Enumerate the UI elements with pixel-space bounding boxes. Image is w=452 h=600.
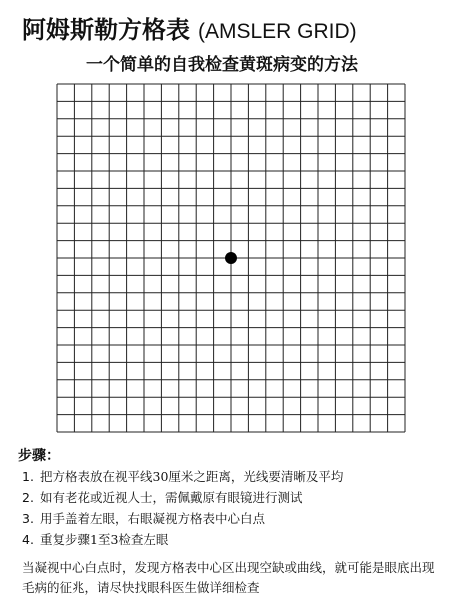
step-text: 用手盖着左眼，右眼凝视方格表中心白点 [40, 511, 266, 526]
step-number: 1. [22, 469, 34, 484]
step-text: 如有老花或近视人士，需佩戴原有眼镜进行测试 [40, 490, 303, 505]
center-dot [225, 252, 237, 264]
subtitle: 一个简单的自我检查黄斑病变的方法 [86, 55, 358, 75]
title-english: (AMSLER GRID) [198, 20, 357, 43]
page-title [22, 14, 357, 48]
amsler-grid-svg [56, 83, 406, 433]
steps-list [22, 466, 343, 550]
step-item [22, 466, 343, 487]
step-item [22, 529, 343, 550]
steps-title: 步骤： [18, 448, 60, 464]
title-chinese: 阿姆斯勒方格表 [22, 16, 190, 44]
step-number: 3. [22, 511, 34, 526]
step-text: 把方格表放在视平线30厘米之距离，光线要清晰及平均 [40, 469, 344, 484]
step-number: 4. [22, 532, 34, 547]
step-text: 重复步骤1至3检查左眼 [40, 532, 169, 547]
step-item [22, 508, 343, 529]
step-number: 2. [22, 490, 34, 505]
amsler-grid [56, 83, 406, 433]
warning-note: 当凝视中心白点时，发现方格表中心区出现空缺或曲线，就可能是眼底出现毛病的征兆，请尽快找眼科医生做详细检查 [22, 560, 435, 595]
step-item [22, 487, 343, 508]
